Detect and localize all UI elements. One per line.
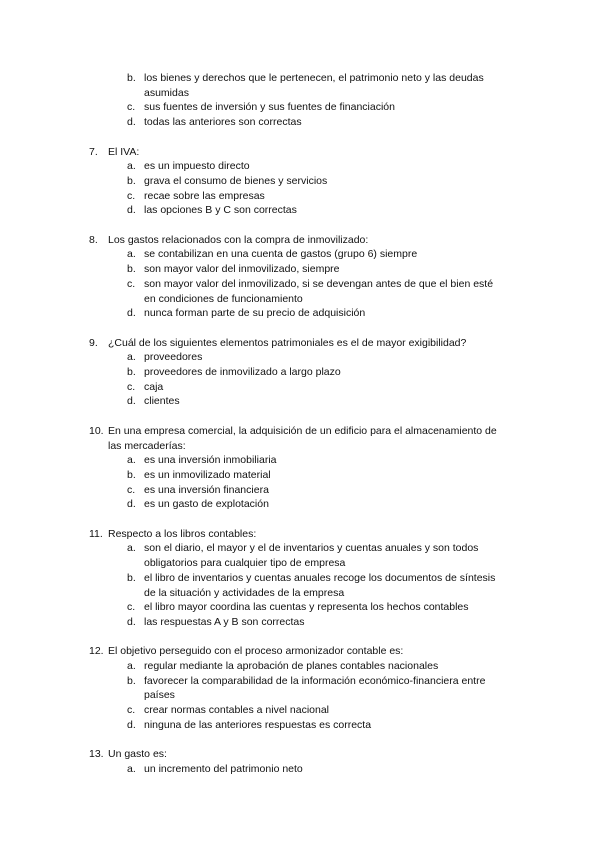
option-text: es una inversión financiera	[144, 483, 269, 496]
option-text: países	[144, 689, 175, 702]
question-number: 12.	[89, 645, 104, 658]
option-text: ninguna de las anteriores respuestas es correcta	[144, 718, 372, 731]
option-letter: b.	[127, 674, 136, 687]
option-text: los bienes y derechos que le pertenecen, el patrimonio neto y las deudas	[144, 72, 484, 84]
option-text: es una inversión inmobiliaria	[144, 454, 277, 467]
option-text: de la situación y actividades de la empresa	[144, 586, 345, 599]
option-letter: a.	[127, 762, 136, 775]
option-text: crear normas contables a nivel nacional	[144, 704, 330, 717]
option-letter: b.	[127, 72, 136, 84]
option-letter: c.	[127, 601, 136, 614]
question-number: 9.	[89, 336, 98, 349]
option-text: son mayor valor del inmovilizado, siempre	[144, 263, 340, 276]
question-text: ¿Cuál de los siguientes elementos patrimoniales es el de mayor exigibilidad?	[108, 336, 467, 349]
question-text: las mercaderías:	[108, 439, 186, 452]
option-letter: d.	[127, 116, 136, 129]
question-number: 13.	[89, 748, 104, 761]
option-letter: b.	[127, 571, 136, 584]
option-text: obligatorios para cualquier tipo de empresa	[144, 557, 346, 570]
option-text: proveedores de inmovilizado a largo plazo	[144, 366, 341, 378]
option-letter: a.	[127, 248, 136, 261]
option-letter: a.	[127, 160, 136, 173]
option-text: todas las anteriores son correctas	[144, 116, 302, 129]
option-text: sus fuentes de inversión y sus fuentes de financiación	[144, 101, 395, 114]
question-text: El objetivo perseguido con el proceso armonizador contable es:	[108, 645, 404, 658]
option-text: el libro de inventarios y cuentas anuales recoge los documentos de síntesis	[144, 571, 496, 584]
option-text: el libro mayor coordina las cuentas y representa los hechos contables	[144, 601, 469, 614]
question-text: El IVA:	[108, 145, 140, 158]
option-letter: d.	[127, 204, 136, 217]
option-text: las respuestas A y B son correctas	[144, 615, 305, 628]
option-text: recae sobre las empresas	[144, 189, 265, 202]
option-text: caja	[144, 380, 164, 393]
question-text: En una empresa comercial, la adquisición de un edificio para el almacenamiento de	[108, 424, 497, 437]
option-letter: a.	[127, 351, 136, 364]
option-text: clientes	[144, 395, 180, 408]
option-text: se contabilizan en una cuenta de gastos (grupo 6) siempre	[144, 248, 418, 261]
option-letter: a.	[127, 542, 136, 555]
option-letter: c.	[127, 101, 136, 114]
option-letter: d.	[127, 718, 136, 731]
option-text: es un impuesto directo	[144, 160, 250, 173]
option-text: es un inmovilizado material	[144, 468, 271, 481]
option-text: proveedores	[144, 351, 203, 364]
option-letter: a.	[127, 660, 136, 672]
option-letter: c.	[127, 380, 136, 393]
option-letter: b.	[127, 174, 136, 187]
option-text: un incremento del patrimonio neto	[144, 762, 303, 775]
option-text: en condiciones de funcionamiento	[144, 292, 303, 305]
option-letter: d.	[127, 307, 136, 320]
option-text: regular mediante la aprobación de planes contables nacionales	[144, 660, 439, 672]
option-letter: a.	[127, 454, 136, 467]
question-number: 7.	[89, 145, 98, 158]
option-text: favorecer la comparabilidad de la información económico-financiera entre	[144, 674, 486, 687]
option-letter: c.	[127, 277, 136, 290]
option-letter: c.	[127, 704, 136, 717]
option-letter: b.	[127, 468, 136, 481]
option-letter: d.	[127, 395, 136, 408]
option-text: es un gasto de explotación	[144, 498, 269, 511]
option-text: son el diario, el mayor y el de inventarios y cuentas anuales y son todos	[144, 542, 479, 555]
option-text: las opciones B y C son correctas	[144, 204, 297, 217]
question-number: 11.	[89, 527, 103, 540]
option-letter: d.	[127, 615, 136, 628]
option-letter: d.	[127, 498, 136, 511]
question-text: Los gastos relacionados con la compra de inmovilizado:	[108, 233, 369, 246]
option-text: asumidas	[144, 86, 189, 99]
option-letter: c.	[127, 189, 136, 202]
option-text: grava el consumo de bienes y servicios	[144, 174, 328, 187]
option-letter: b.	[127, 263, 136, 276]
option-letter: c.	[127, 483, 136, 496]
question-number: 8.	[89, 233, 98, 246]
option-letter: b.	[127, 366, 136, 378]
question-number: 10.	[89, 424, 104, 437]
option-text: nunca forman parte de su precio de adquisición	[144, 307, 366, 320]
option-text: son mayor valor del inmovilizado, si se devengan antes de que el bien esté	[144, 277, 494, 290]
question-text: Respecto a los libros contables:	[108, 527, 257, 540]
question-text: Un gasto es:	[108, 748, 167, 761]
